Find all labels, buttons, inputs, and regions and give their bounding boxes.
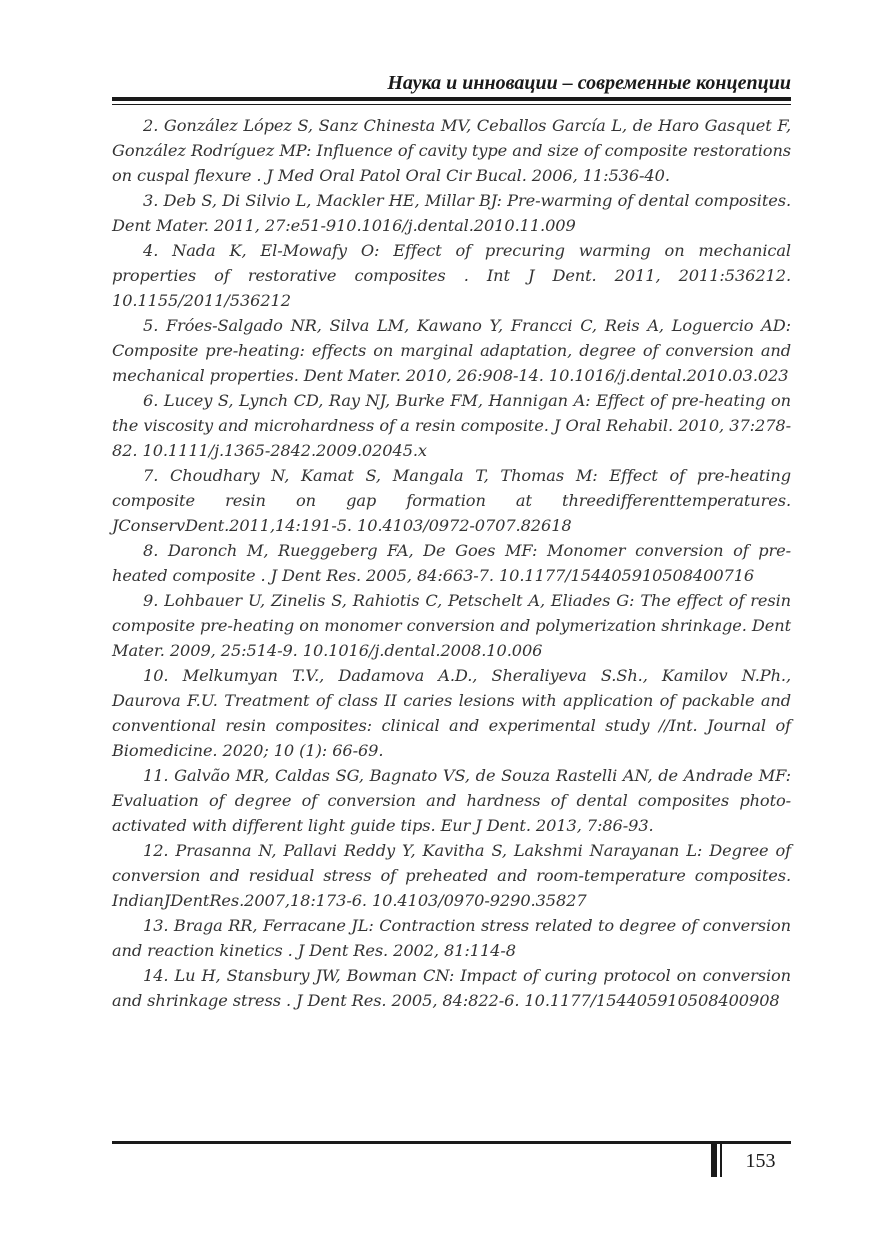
reference-item: 9. Lohbauer U, Zinelis S, Rahiotis C, Petschelt A, Eliades G: The effect of resin composite pre-heating on monomer conversion and polymerization shrinkage. Dent Mater. 2009, 25:514-9. 10.1016/j.dental.2008.10.006 bbox=[112, 591, 791, 660]
footer-bar-thick bbox=[711, 1141, 717, 1177]
header-rule-thick bbox=[112, 97, 791, 101]
reference-item: 10. Melkumyan T.V., Dadamova A.D., Sheraliyeva S.Sh., Kamilov N.Ph., Daurova F.U. Treatment of class II caries lesions with application of packable and conventional resin composites: clinical and experimental study //Int. Journal of Biomedicine. 2020; 10 (1): 66-69. bbox=[112, 666, 791, 760]
reference-item: 6. Lucey S, Lynch CD, Ray NJ, Burke FM, Hannigan A: Effect of pre-heating on the viscosity and microhardness of a resin composite. J Oral Rehabil. 2010, 37:278-82. 10.1111/j.1365-2842.2009.02045.x bbox=[112, 391, 791, 460]
reference-item: 11. Galvão MR, Caldas SG, Bagnato VS, de Souza Rastelli AN, de Andrade MF: Evaluation of degree of conversion and hardness of dental composites photo-activated with different light guide tips. Eur J Dent. 2013, 7:86-93. bbox=[112, 766, 791, 835]
reference-item: 4. Nada K, El-Mowafy O: Effect of precuring warming on mechanical properties of restorative composites . Int J Dent. 2011, 2011:536212. 10.1155/2011/536212 bbox=[112, 241, 791, 310]
footer-bar-thin bbox=[720, 1141, 722, 1177]
header-rule-thin bbox=[112, 104, 791, 105]
footer-rule bbox=[112, 1141, 791, 1144]
reference-list bbox=[112, 113, 791, 1013]
reference-item: 14. Lu H, Stansbury JW, Bowman CN: Impact of curing protocol on conversion and shrinkage stress . J Dent Res. 2005, 84:822-6. 10.1177/154405910508400908 bbox=[112, 966, 791, 1010]
reference-item: 8. Daronch M, Rueggeberg FA, De Goes MF: Monomer conversion of pre-heated composite . J Dent Res. 2005, 84:663-7. 10.1177/154405910508400716 bbox=[112, 541, 791, 585]
reference-item: 7. Choudhary N, Kamat S, Mangala T, Thomas M: Effect of pre-heating composite resin on gap formation at threedifferenttemperatures. JConservDent.2011,14:191-5. 10.4103/0972-0707.82618 bbox=[112, 466, 791, 535]
reference-item: 3. Deb S, Di Silvio L, Mackler HE, Millar BJ: Pre-warming of dental composites. Dent Mater. 2011, 27:e51-910.1016/j.dental.2010.11.009 bbox=[112, 191, 791, 235]
reference-item: 12. Prasanna N, Pallavi Reddy Y, Kavitha S, Lakshmi Narayanan L: Degree of conversion and residual stress of preheated and room-temperature composites. IndianJDentRes.2007,18:173-6. 10.4103/0970-9290.35827 bbox=[112, 841, 791, 910]
reference-item: 5. Fróes-Salgado NR, Silva LM, Kawano Y, Francci C, Reis A, Loguercio AD: Composite pre-heating: effects on marginal adaptation, degree of conversion and mechanical properties. Dent Mater. 2010, 26:908-14. 10.1016/j.dental.2010.03.023 bbox=[112, 316, 791, 385]
running-header-title: Наука и инновации – современные концепции bbox=[387, 72, 791, 94]
page-number: 153 bbox=[745, 1150, 776, 1172]
reference-item: 2. González López S, Sanz Chinesta MV, Ceballos García L, de Haro Gasquet F, González Rodríguez MP: Influence of cavity type and size of composite restorations on cuspal flexure . J Med Oral Patol Oral Cir Bucal. 2006, 11:536-40. bbox=[112, 116, 791, 185]
reference-item: 13. Braga RR, Ferracane JL: Contraction stress related to degree of conversion and reaction kinetics . J Dent Res. 2002, 81:114-8 bbox=[112, 916, 791, 960]
